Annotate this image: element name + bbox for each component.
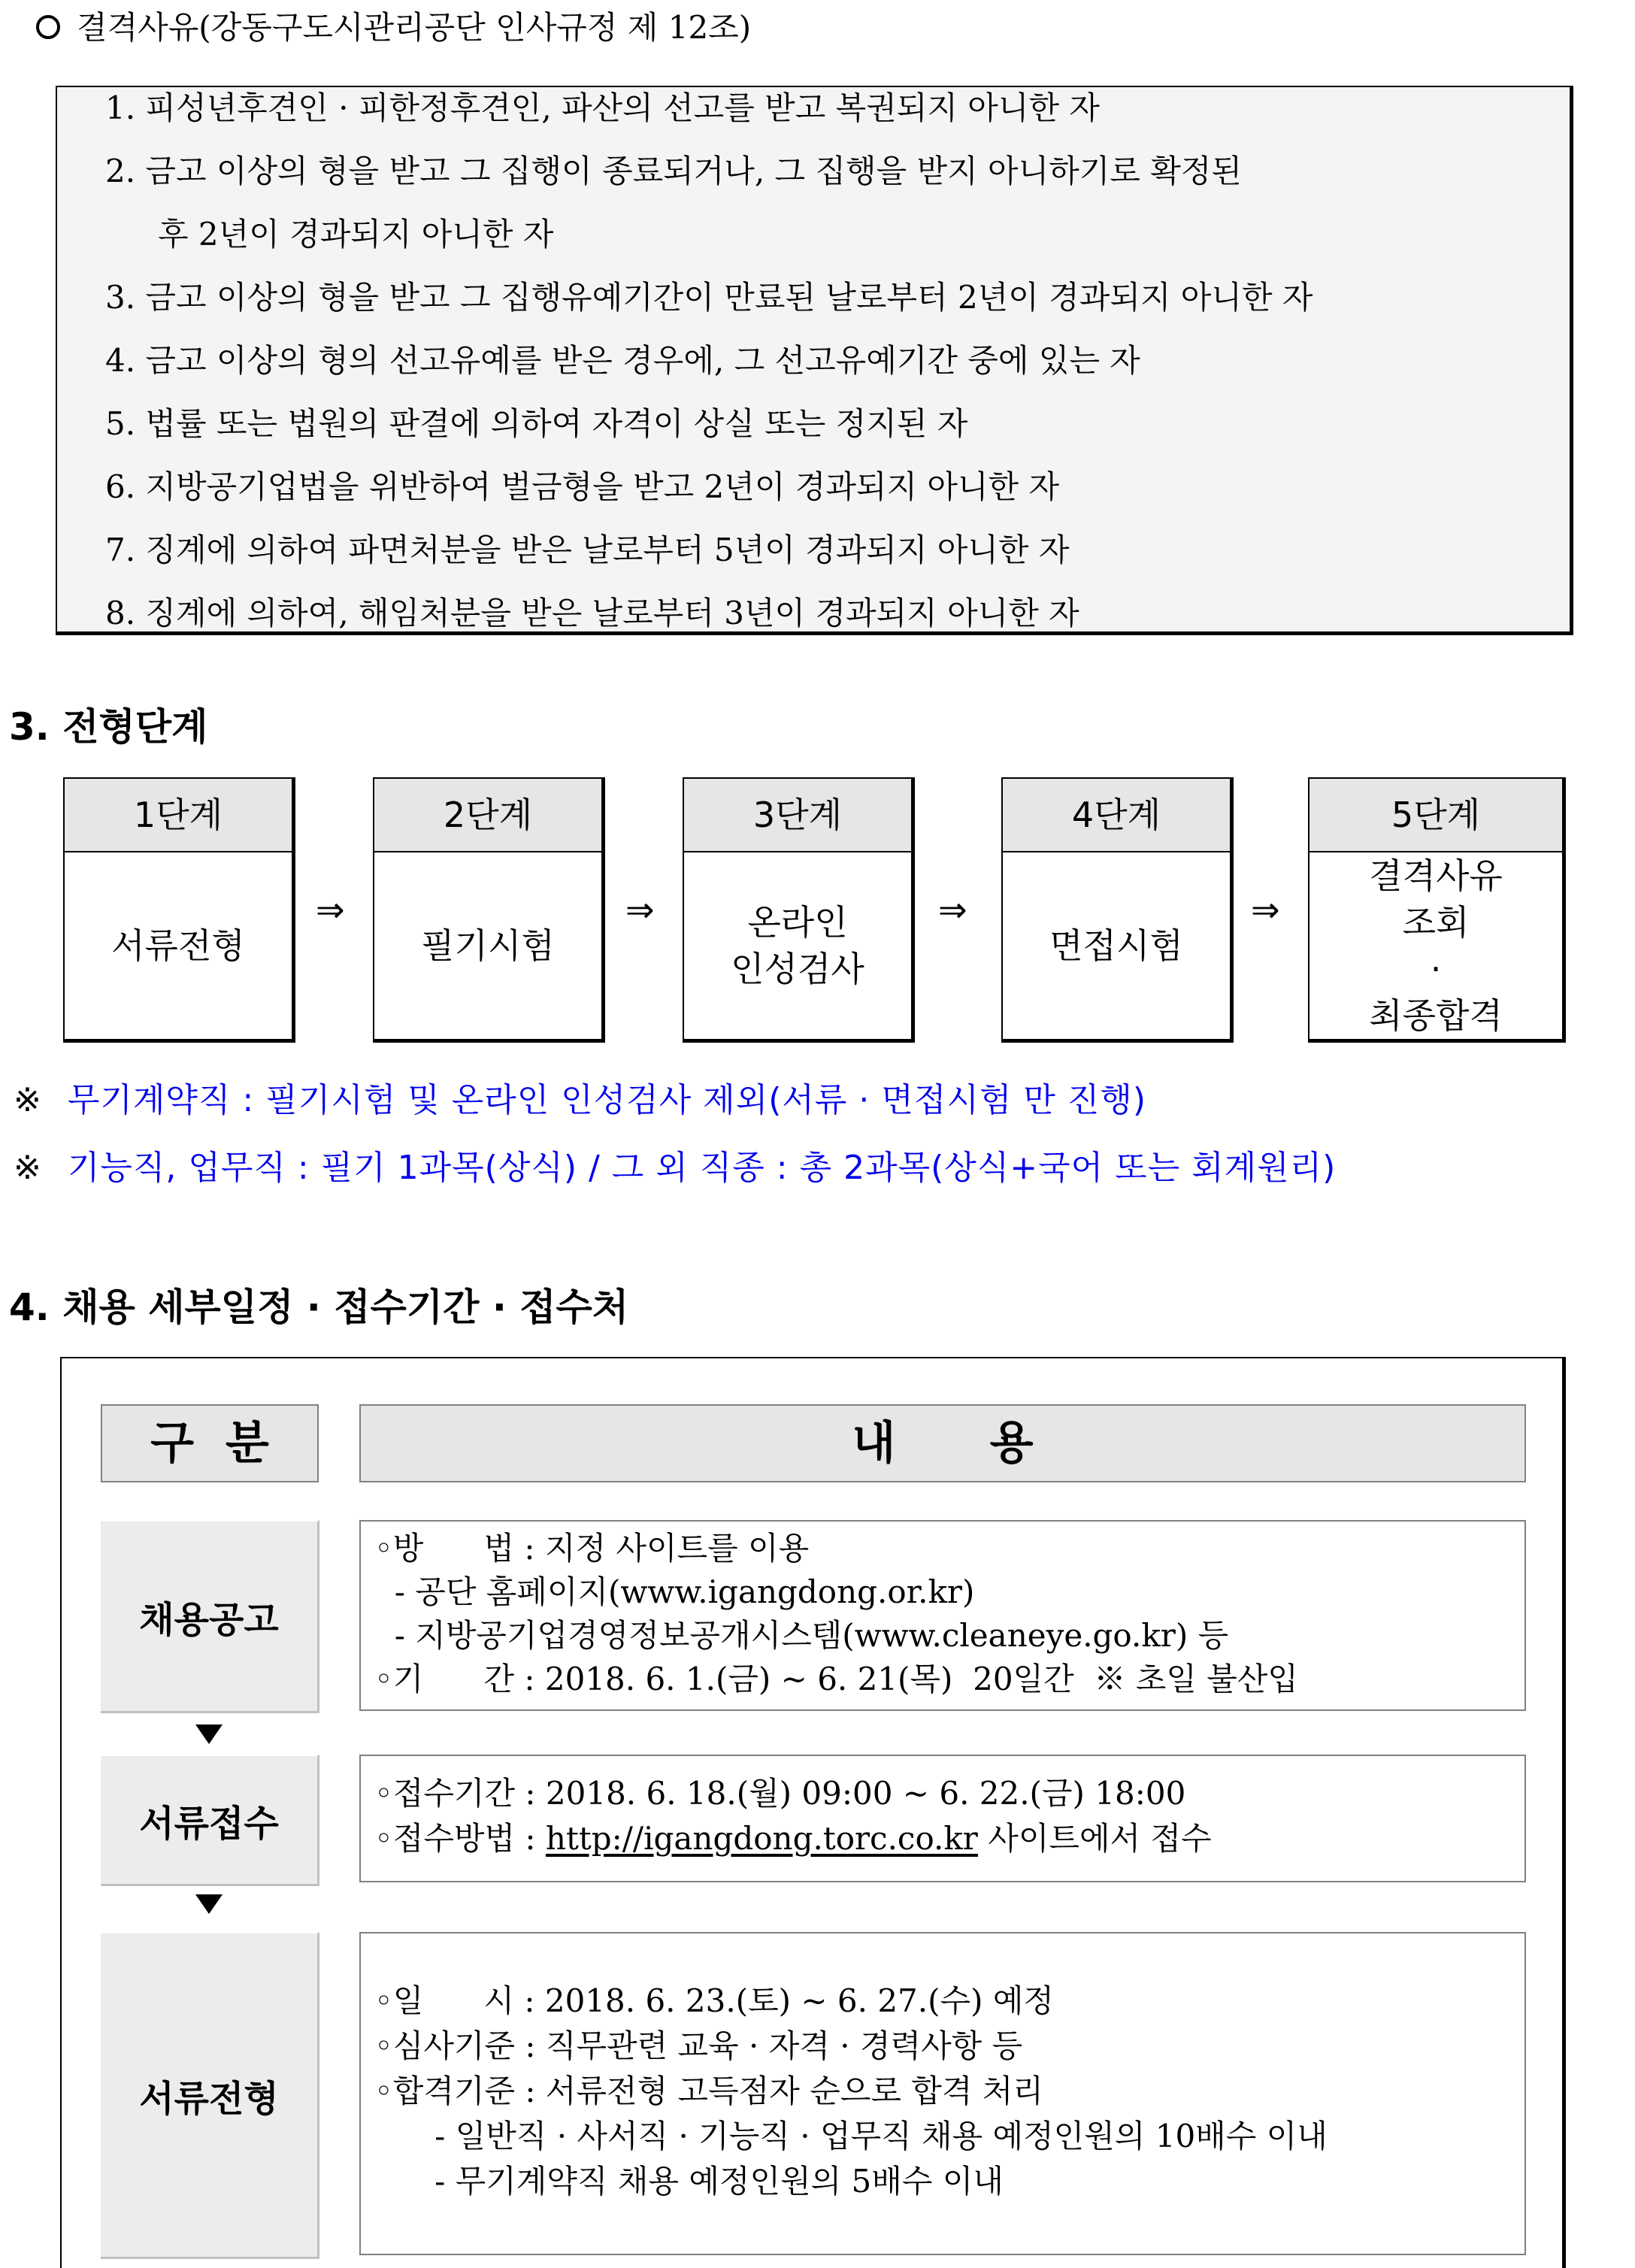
note-text: 무기계약직 : 필기시험 및 온라인 인성검사 제외(서류 · 면접시험 만 진행) xyxy=(67,1081,1146,1119)
note-mark: ※ xyxy=(14,1149,42,1187)
stage-line: · xyxy=(1430,949,1442,989)
disqualification-item: 1. 피성년후견인 · 피한정후견인, 파산의 선고를 받고 복권되지 아니한 자 xyxy=(105,89,1100,126)
stage-title: 5단계 xyxy=(1310,779,1562,852)
content-suffix: 사이트에서 접수 xyxy=(977,1820,1212,1857)
disqualification-item: 8. 징계에 의하여, 해임처분을 받은 날로부터 3년이 경과되지 아니한 자 xyxy=(105,595,1079,631)
note-text: 기능직, 업무직 : 필기 1과목(상식) / 그 외 직종 : 총 2과목(상식+국어 또는 회계원리) xyxy=(67,1149,1337,1187)
column-header-category xyxy=(101,1404,319,1482)
disqualification-item: 7. 징계에 의하여 파면처분을 받은 날로부터 5년이 경과되지 아니한 자 xyxy=(105,531,1070,568)
disqualification-item: 6. 지방공기업법을 위반하여 벌금형을 받고 2년이 경과되지 아니한 자 xyxy=(105,468,1060,505)
content-line: ◦접수기간 : 2018. 6. 18.(월) 09:00 ~ 6. 22.(금) 18:00 xyxy=(374,1775,1186,1812)
submission-site-link[interactable]: http://igangdong.torc.co.kr xyxy=(545,1820,978,1857)
stage-body xyxy=(374,852,601,1039)
stage-box-2 xyxy=(373,777,605,1043)
stage-body xyxy=(65,852,292,1039)
stage-title: 2단계 xyxy=(374,779,601,852)
selection-note xyxy=(14,1144,1336,1192)
row-content-document-screening xyxy=(359,1932,1526,2255)
stage-box-1 xyxy=(63,777,295,1043)
content-line: - 일반직 · 사서직 · 기능직 · 업무직 채용 예정인원의 10배수 이내 xyxy=(374,2118,1328,2154)
column-header-category-text: 구 분 xyxy=(150,1417,269,1470)
schedule-heading: 4. 채용 세부일정 · 접수기간 · 접수처 xyxy=(9,1285,629,1329)
column-header-content xyxy=(359,1404,1526,1482)
content-prefix: ◦접수방법 : xyxy=(374,1820,546,1857)
stage-title: 3단계 xyxy=(684,779,911,852)
selection-note xyxy=(14,1076,1146,1125)
stage-line: 인성검사 xyxy=(731,949,864,989)
stage-arrow: ⇒ xyxy=(625,889,655,930)
row-content-document-submission xyxy=(359,1755,1526,1882)
row-content-recruitment-notice xyxy=(359,1520,1526,1711)
bullet-circle-icon xyxy=(36,15,60,39)
stage-line: 서류전형 xyxy=(111,925,245,966)
content-line: ◦심사기준 : 직무관련 교육 · 자격 · 경력사항 등 xyxy=(374,2027,1023,2064)
row-label-document-screening: 서류전형 xyxy=(101,1932,319,2259)
stage-arrow: ⇒ xyxy=(1251,889,1280,930)
disqualification-heading xyxy=(36,3,751,53)
stage-box-4 xyxy=(1001,777,1234,1043)
stage-body xyxy=(1003,852,1230,1039)
stage-line: 최종합격 xyxy=(1369,995,1503,1036)
stage-box-3 xyxy=(683,777,915,1043)
down-arrow-icon xyxy=(195,1724,223,1744)
column-header-content-text: 내 용 xyxy=(852,1417,1034,1470)
stage-line: 면접시험 xyxy=(1049,925,1183,966)
stage-arrow: ⇒ xyxy=(316,889,345,930)
content-line: ◦일 시 : 2018. 6. 23.(토) ~ 6. 27.(수) 예정 xyxy=(374,1982,1054,2019)
stage-arrow: ⇒ xyxy=(938,889,967,930)
disqualification-item: 3. 금고 이상의 형을 받고 그 집행유예기간이 만료된 날로부터 2년이 경과되지 아니한 자 xyxy=(105,279,1313,316)
selection-heading: 3. 전형단계 xyxy=(9,705,208,749)
stage-box-5 xyxy=(1308,777,1566,1043)
content-line: ◦합격기준 : 서류전형 고득점자 순으로 합격 처리 xyxy=(374,2073,1043,2109)
stage-line: 결격사유 xyxy=(1369,855,1503,896)
row-label-recruitment-notice: 채용공고 xyxy=(101,1520,319,1713)
disqualification-item: 후 2년이 경과되지 아니한 자 xyxy=(158,216,554,253)
content-line: - 공단 홈페이지(www.igangdong.or.kr) xyxy=(374,1573,975,1610)
stage-body xyxy=(1310,852,1562,1039)
row-label-document-submission: 서류접수 xyxy=(101,1755,319,1886)
down-arrow-icon xyxy=(195,1894,223,1914)
stage-title: 1단계 xyxy=(65,779,292,852)
disqualification-item: 5. 법률 또는 법원의 판결에 의하여 자격이 상실 또는 정지된 자 xyxy=(105,405,968,442)
disqualification-item: 2. 금고 이상의 형을 받고 그 집행이 종료되거나, 그 집행을 받지 아니하기로 확정된 xyxy=(105,153,1242,189)
content-line: ◦기 간 : 2018. 6. 1.(금) ~ 6. 21(목) 20일간 ※ 초일 불산입 xyxy=(374,1661,1298,1697)
disqualification-heading-text: 결격사유(강동구도시관리공단 인사규정 제 12조) xyxy=(77,9,752,46)
content-line xyxy=(374,1816,1212,1861)
stage-line: 조회 xyxy=(1402,902,1470,943)
stage-body xyxy=(684,852,911,1039)
disqualification-box xyxy=(56,86,1573,635)
disqualification-item: 4. 금고 이상의 형의 선고유예를 받은 경우에, 그 선고유예기간 중에 있는 자 xyxy=(105,342,1140,379)
stage-line: 필기시험 xyxy=(421,925,555,966)
content-line: - 무기계약직 채용 예정인원의 5배수 이내 xyxy=(374,2163,1004,2200)
note-mark: ※ xyxy=(14,1081,42,1119)
stage-line: 온라인 xyxy=(747,902,848,943)
stage-title: 4단계 xyxy=(1003,779,1230,852)
content-line: - 지방공기업경영정보공개시스템(www.cleaneye.go.kr) 등 xyxy=(374,1617,1229,1654)
content-line: ◦방 법 : 지정 사이트를 이용 xyxy=(374,1530,810,1567)
